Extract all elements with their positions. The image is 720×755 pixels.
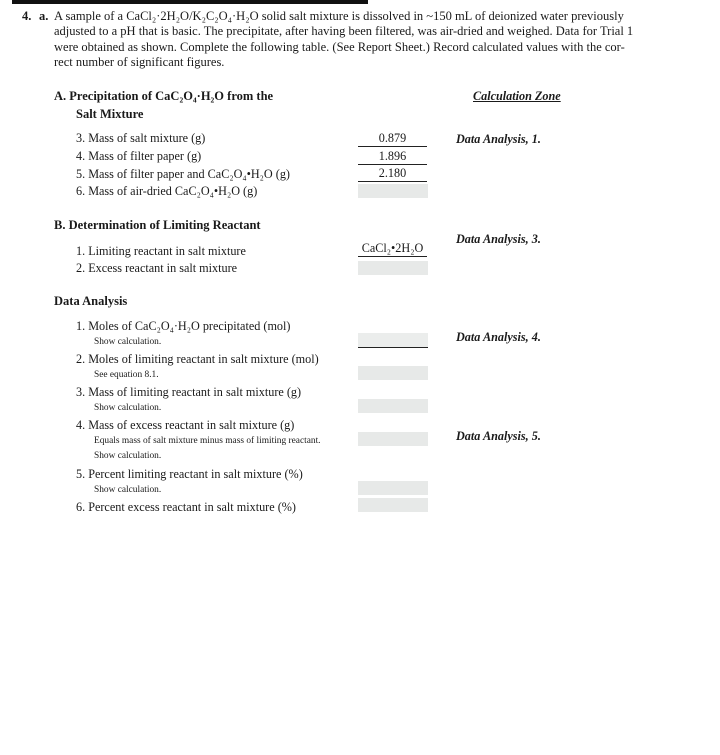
- moles-precipitated-input[interactable]: [358, 333, 428, 347]
- data-analysis-ref-1: Data Analysis, 1.: [456, 132, 541, 146]
- item-b2-label: 2. Excess reactant in salt mixture: [76, 261, 238, 275]
- da-item-2-label: 2. Moles of limiting reactant in salt mixture (mol): [76, 352, 319, 366]
- da-item-4-note-2: Show calculation.: [94, 451, 162, 461]
- mass-excess-input[interactable]: [358, 432, 428, 446]
- top-rule: [12, 0, 368, 4]
- moles-precipitated-underline: [358, 347, 428, 348]
- mass-limiting-input[interactable]: [358, 399, 428, 413]
- data-analysis-title: Data Analysis: [54, 294, 128, 308]
- item-a3-label: 3. Mass of salt mixture (g): [76, 131, 206, 145]
- question-number: 4.: [22, 9, 32, 23]
- da-item-5-note: Show calculation.: [94, 485, 162, 495]
- item-a4-label: 4. Mass of filter paper (g): [76, 149, 202, 163]
- percent-limiting-input[interactable]: [358, 481, 428, 495]
- da-item-1-label: 1. Moles of CaC₂O₄·H₂O precipitated (mol): [76, 319, 291, 333]
- da-item-3-note: Show calculation.: [94, 403, 162, 413]
- da-item-4-note: Equals mass of salt mixture minus mass of limiting reactant.: [94, 436, 321, 446]
- calculation-zone-heading: Calculation Zone: [473, 89, 561, 103]
- item-b1-label: 1. Limiting reactant in salt mixture: [76, 244, 246, 258]
- question-text: [54, 9, 654, 70]
- section-a-title-cont: Salt Mixture: [76, 107, 144, 121]
- item-a6-label: 6. Mass of air-dried CaC₂O₄•H₂O (g): [76, 184, 258, 198]
- da-item-3-label: 3. Mass of limiting reactant in salt mixture (g): [76, 385, 302, 399]
- excess-reactant-input[interactable]: [358, 261, 428, 275]
- da-item-5-label: 5. Percent limiting reactant in salt mixture (%): [76, 467, 303, 481]
- da-item-1-note: Show calculation.: [94, 337, 162, 347]
- da-item-6-label: 6. Percent excess reactant in salt mixture (%): [76, 500, 296, 514]
- question-line: A sample of a CaCl₂·2H₂O/K₂C₂O₄·H₂O solid salt mixture is dissolved in ~150 mL of deionized water previously: [54, 9, 624, 23]
- limiting-reactant-value: CaCl₂•2H₂O: [358, 241, 427, 257]
- mass-paper-precipitate-value: 2.180: [358, 166, 427, 182]
- data-analysis-ref-4: Data Analysis, 4.: [456, 330, 541, 344]
- data-analysis-ref-5: Data Analysis, 5.: [456, 429, 541, 443]
- data-analysis-ref-3: Data Analysis, 3.: [456, 232, 541, 246]
- section-b-title: B. Determination of Limiting Reactant: [54, 218, 261, 232]
- mass-air-dried-input[interactable]: [358, 184, 428, 198]
- question-part: a.: [39, 9, 49, 23]
- mass-filter-paper-value: 1.896: [358, 149, 427, 165]
- question-line: rect number of significant figures.: [54, 54, 225, 69]
- question-line: were obtained as shown. Complete the following table. (See Report Sheet.) Record calculated values with the cor-: [54, 39, 625, 54]
- da-item-2-note: See equation 8.1.: [94, 370, 159, 380]
- da-item-4-label: 4. Mass of excess reactant in salt mixture (g): [76, 418, 295, 432]
- item-a5-label: 5. Mass of filter paper and CaC₂O₄•H₂O (g): [76, 167, 290, 181]
- question-line: adjusted to a pH that is basic. The precipitate, after having been filtered, was air-dried and weighed. Data for Trial 1: [54, 24, 634, 39]
- moles-limiting-input[interactable]: [358, 366, 428, 380]
- mass-salt-mixture-value: 0.879: [358, 131, 427, 147]
- section-a-title: A. Precipitation of CaC₂O₄·H₂O from the: [54, 89, 274, 103]
- percent-excess-input[interactable]: [358, 498, 428, 512]
